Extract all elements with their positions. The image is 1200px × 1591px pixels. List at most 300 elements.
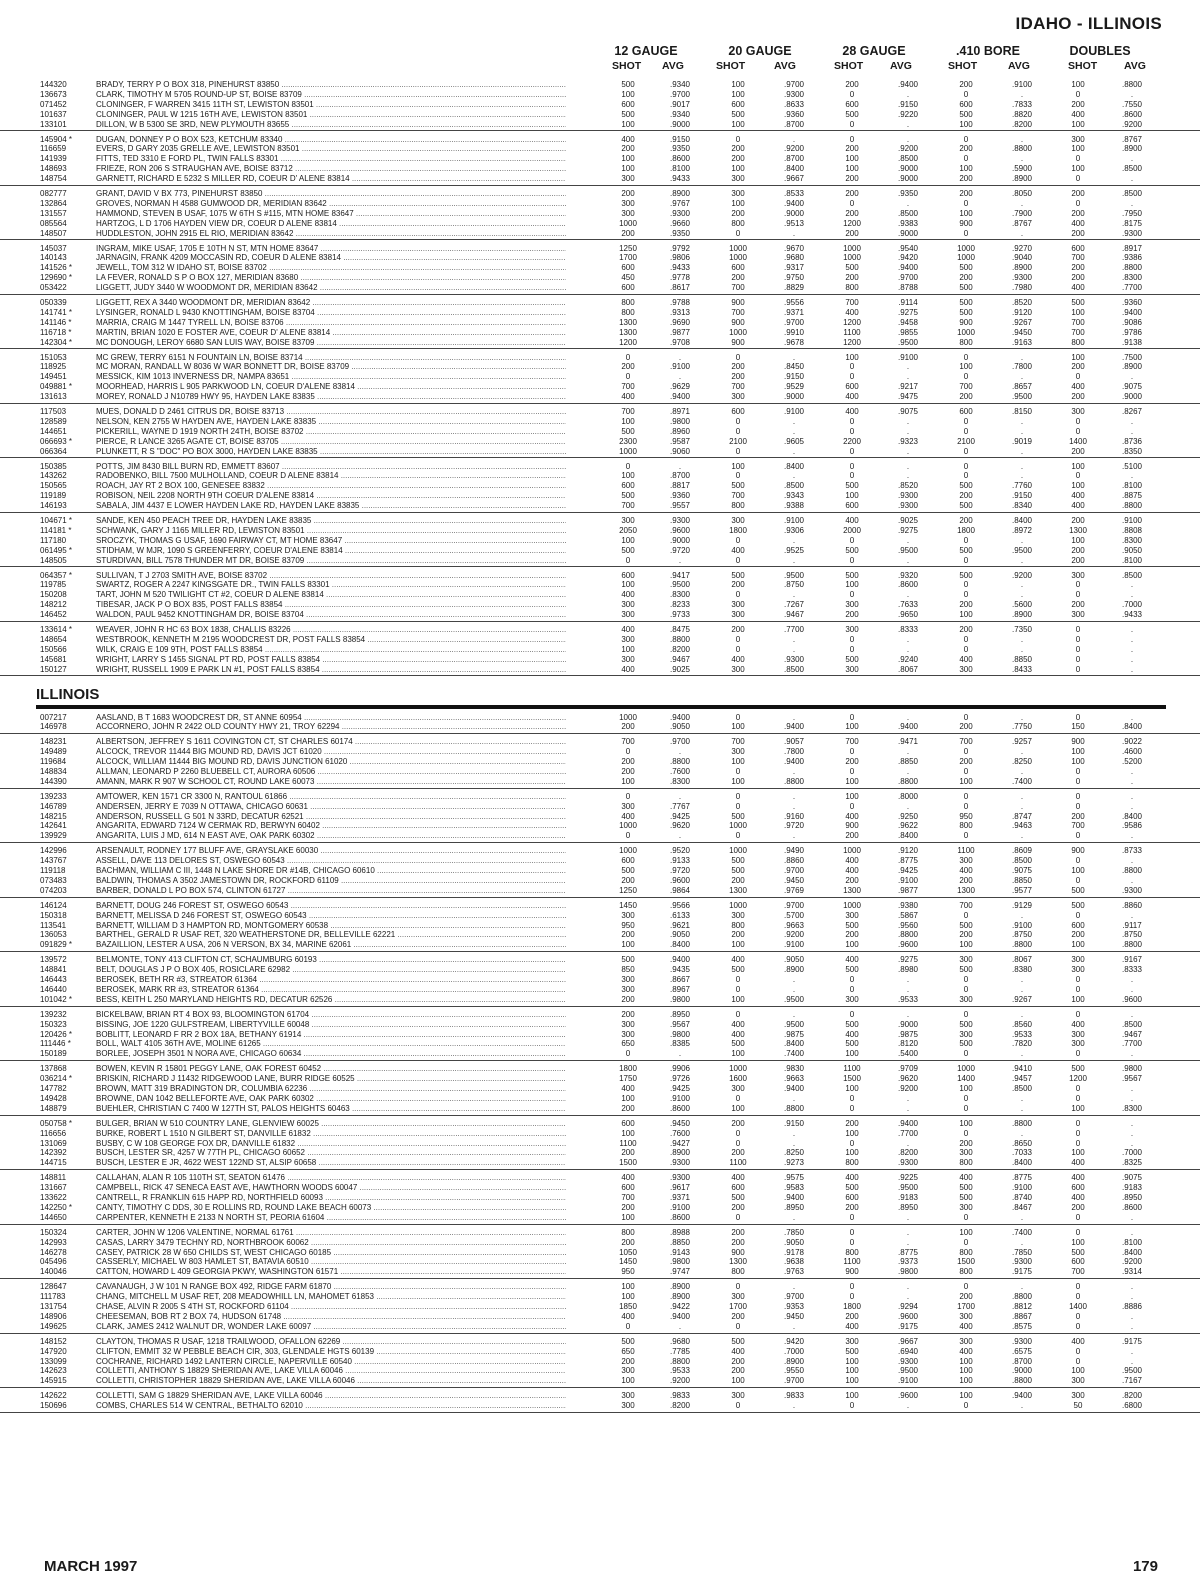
shot-28ga: 2200: [843, 436, 861, 446]
shot-410: 0: [963, 1049, 969, 1059]
avg-12ga: .9660: [669, 218, 691, 228]
shooter-row: [0, 1228, 1200, 1238]
shot-410: 100: [959, 164, 973, 174]
avg-28ga: .9877: [897, 885, 919, 895]
avg-410: .8520: [1011, 298, 1033, 307]
shot-20ga: 500: [731, 1336, 745, 1346]
avg-12ga: .8900: [669, 1292, 691, 1302]
avg-410: .: [1020, 1237, 1024, 1247]
shooter-row: [0, 1213, 1200, 1223]
avg-12ga: .9060: [669, 446, 691, 456]
avg-410: .8500: [1011, 1084, 1033, 1094]
avg-12ga: .9600: [669, 875, 691, 885]
avg-doubles: .: [1130, 776, 1134, 786]
shot-12ga: 0: [625, 352, 631, 362]
shooter-name-address: AMANN, MARK R 907 W SCHOOL CT, ROUND LAKE 60073 .....: [96, 777, 566, 787]
shot-410: 800: [959, 337, 973, 347]
avg-410: .9300: [1011, 1336, 1033, 1346]
avg-28ga: .: [906, 89, 910, 99]
shooter-name-address: DILLON, W B 5300 SE 3RD, NEW PLYMOUTH 83655 .....: [96, 120, 566, 130]
shot-28ga: 0: [849, 975, 855, 985]
shooter-name-address: CANTRELL, R FRANKLIN 615 HAPP RD, NORTHFIELD 60093 .....: [96, 1193, 566, 1203]
shooter-row: [0, 298, 1200, 308]
avg-28ga: .: [906, 198, 910, 208]
avg-410: .7400: [1011, 1227, 1033, 1237]
avg-20ga: .8250: [783, 1148, 805, 1158]
shooter-name-address: CAMPBELL, RICK 47 SENECA EAST AVE, HAWTHORN WOODS 60047 .....: [96, 1183, 566, 1193]
shot-12ga: 200: [621, 144, 635, 154]
shot-28ga: 100: [845, 940, 859, 950]
shot-12ga: 200: [621, 766, 635, 776]
shooter-name-address: LIGGETT, REX A 3440 WOODMONT DR, MERIDIAN 83642 .....: [96, 298, 566, 308]
shot-28ga: 500: [845, 570, 859, 580]
shot-410: 300: [959, 1029, 973, 1039]
avg-410: .9400: [1011, 1391, 1033, 1401]
avg-410: .7980: [1011, 283, 1033, 293]
shooter-name-address: COLLETTI, SAM G 18829 SHERIDAN AVE, LAKE VILLA 60046 .....: [96, 1391, 566, 1401]
shot-28ga: 800: [845, 283, 859, 293]
shooter-row: [0, 1391, 1200, 1401]
avg-doubles: .: [1130, 580, 1134, 590]
shooter-name-address: ALLMAN, LEONARD P 2260 BLUEBELL CT, AURORA 60506 .....: [96, 767, 566, 777]
shot-doubles: 0: [1075, 1227, 1081, 1237]
avg-12ga: .9133: [669, 856, 691, 866]
shot-410: 0: [963, 1103, 969, 1113]
shot-12ga: 700: [621, 382, 635, 392]
shooter-name-address: BICKELBAW, BRIAN RT 4 BOX 93, BLOOMINGTON 61704 .....: [96, 1010, 566, 1020]
shot-12ga: 500: [621, 866, 635, 876]
shooter-row: [0, 437, 1200, 447]
shot-12ga: 0: [625, 791, 631, 801]
shooter-name-address: BEROSEK, BETH RR #3, STREATOR 61364 .....: [96, 975, 566, 985]
avg-28ga: .9275: [897, 525, 919, 535]
shot-28ga: 0: [849, 362, 855, 372]
shot-12ga: 200: [621, 1356, 635, 1366]
avg-20ga: .9057: [783, 737, 805, 747]
shooter-name-address: WESTBROOK, KENNETH M 2195 WOODCREST DR, POST FALLS 83854 .....: [96, 635, 566, 645]
shot-doubles: 0: [1075, 654, 1081, 664]
column-group-header: 20 GAUGE: [728, 44, 792, 58]
shooter-row: [0, 1366, 1200, 1376]
avg-28ga: .9000: [897, 174, 919, 184]
shot-20ga: 0: [735, 1401, 741, 1411]
avg-doubles: .: [1130, 1093, 1134, 1103]
shot-20ga: 800: [731, 218, 745, 228]
shot-410: 300: [959, 1202, 973, 1212]
avg-12ga: .9350: [669, 228, 691, 238]
avg-12ga: .8800: [669, 757, 691, 767]
shot-410: 200: [959, 491, 973, 501]
avg-doubles: .9300: [1121, 885, 1143, 895]
avg-12ga: .9708: [669, 337, 691, 347]
avg-12ga: .9340: [669, 80, 691, 89]
member-number: 148654: [40, 634, 67, 644]
shot-doubles: 150: [1071, 722, 1085, 732]
avg-410: .: [1020, 198, 1024, 208]
avg-doubles: .: [1130, 1009, 1134, 1019]
member-number: 119189: [40, 491, 67, 501]
member-number: 131667: [40, 1183, 67, 1193]
avg-12ga: .8300: [669, 590, 691, 600]
avg-410: .: [1020, 1103, 1024, 1113]
avg-410: .: [1020, 801, 1024, 811]
shot-410: 100: [959, 1084, 973, 1094]
avg-28ga: .9425: [897, 866, 919, 876]
member-number: 146978: [40, 722, 67, 732]
avg-410: .: [1020, 426, 1024, 436]
avg-20ga: .: [792, 352, 796, 362]
avg-28ga: .9220: [897, 109, 919, 119]
avg-20ga: .9605: [783, 436, 805, 446]
shot-12ga: 600: [621, 99, 635, 109]
member-number: 148215: [40, 811, 67, 821]
shot-20ga: 700: [731, 283, 745, 293]
shot-28ga: 900: [845, 1267, 859, 1277]
shooter-name-address: RADOBENKO, BILL 7500 MULHOLLAND, COEUR D ALENE 83814 .....: [96, 471, 566, 481]
member-number: 118925: [40, 362, 67, 372]
shooter-row: [0, 1074, 1200, 1084]
shot-12ga: 650: [621, 1039, 635, 1049]
shot-12ga: 100: [621, 644, 635, 654]
shooter-row: [0, 273, 1200, 283]
shot-doubles: 500: [1071, 900, 1085, 910]
shooter-row: [0, 1010, 1200, 1020]
avg-doubles: .9400: [1121, 307, 1143, 317]
avg-12ga: .9800: [669, 416, 691, 426]
column-group-header: 12 GAUGE: [614, 44, 678, 58]
avg-410: .8500: [1011, 856, 1033, 866]
shot-410: 600: [959, 99, 973, 109]
row-group: [0, 353, 1200, 404]
avg-410: .7833: [1011, 99, 1033, 109]
shooter-row: [0, 1203, 1200, 1213]
shot-410: 0: [963, 1237, 969, 1247]
shooter-row: [0, 462, 1200, 472]
avg-12ga: .9500: [669, 580, 691, 590]
member-number: 007217: [40, 712, 67, 722]
member-number: 150127: [40, 664, 67, 674]
avg-28ga: .9500: [897, 1183, 919, 1193]
shot-12ga: 850: [621, 965, 635, 975]
shooter-row: [0, 1267, 1200, 1277]
shot-doubles: 900: [1071, 846, 1085, 856]
avg-410: .7820: [1011, 1039, 1033, 1049]
avg-410: .9270: [1011, 243, 1033, 253]
avg-doubles: .7167: [1121, 1376, 1143, 1386]
shot-12ga: 200: [621, 189, 635, 198]
shot-28ga: 300: [845, 625, 859, 634]
avg-28ga: .: [906, 134, 910, 144]
shooter-name-address: BORLEE, JOSEPH 3501 N NORA AVE, CHICAGO 60634 .....: [96, 1049, 566, 1059]
member-number: 149451: [40, 372, 67, 382]
avg-410: .8900: [1011, 263, 1033, 273]
avg-28ga: .9373: [897, 1257, 919, 1267]
member-number: 128589: [40, 416, 67, 426]
avg-20ga: .9763: [783, 1267, 805, 1277]
member-number: 148879: [40, 1103, 67, 1113]
shot-20ga: 0: [735, 801, 741, 811]
member-number: 117180: [40, 535, 67, 545]
avg-12ga: .9200: [669, 1376, 691, 1386]
shooter-name-address: PIERCE, R LANCE 3265 AGATE CT, BOISE 83705 .....: [96, 437, 566, 447]
avg-28ga: .8850: [897, 757, 919, 767]
shot-20ga: 900: [731, 1247, 745, 1257]
row-group: [0, 1119, 1200, 1170]
shot-28ga: 0: [849, 1093, 855, 1103]
shooter-row: [0, 120, 1200, 130]
avg-28ga: .: [906, 372, 910, 382]
shooter-name-address: BESS, KEITH L 250 MARYLAND HEIGHTS RD, DECATUR 62526 .....: [96, 995, 566, 1005]
shot-410: 0: [963, 446, 969, 456]
avg-28ga: .8120: [897, 1039, 919, 1049]
shooter-row: [0, 199, 1200, 209]
avg-20ga: .9150: [783, 372, 805, 382]
avg-410: .6575: [1011, 1346, 1033, 1356]
shot-28ga: 400: [845, 955, 859, 965]
shot-410: 0: [963, 910, 969, 920]
shot-20ga: 200: [731, 875, 745, 885]
avg-20ga: .8900: [783, 965, 805, 975]
avg-20ga: .9769: [783, 885, 805, 895]
shot-410: 500: [959, 1193, 973, 1203]
avg-doubles: .: [1130, 625, 1134, 634]
shot-28ga: 600: [845, 382, 859, 392]
shooter-name-address: BARNETT, WILLIAM D 3 HAMPTON RD, MONTGOMERY 60538 .....: [96, 921, 566, 931]
avg-410: .9257: [1011, 737, 1033, 747]
avg-20ga: .7800: [783, 747, 805, 757]
shot-doubles: 0: [1075, 791, 1081, 801]
shot-20ga: 100: [731, 164, 745, 174]
shooter-name-address: GRANT, DAVID V BX 773, PINEHURST 83850 .....: [96, 189, 566, 199]
shooter-row: [0, 1173, 1200, 1183]
row-group: [0, 298, 1200, 349]
avg-410: .9500: [1011, 392, 1033, 402]
shot-410: 0: [963, 1009, 969, 1019]
shot-28ga: 1200: [843, 337, 861, 347]
avg-12ga: .9733: [669, 610, 691, 620]
shot-28ga: 2000: [843, 525, 861, 535]
shot-20ga: 400: [731, 1029, 745, 1039]
avg-20ga: .9050: [783, 1237, 805, 1247]
member-number: 091829 *: [40, 940, 73, 950]
shot-20ga: 700: [731, 491, 745, 501]
avg-20ga: .: [792, 644, 796, 654]
shooter-row: [0, 209, 1200, 219]
member-number: 082777: [40, 189, 67, 198]
shot-12ga: 100: [621, 416, 635, 426]
shot-20ga: 100: [731, 1103, 745, 1113]
shot-28ga: 400: [845, 307, 859, 317]
shot-410: 900: [959, 218, 973, 228]
shot-28ga: 1100: [843, 327, 861, 337]
avg-doubles: .: [1130, 984, 1134, 994]
avg-doubles: .: [1130, 198, 1134, 208]
shot-12ga: 800: [621, 1227, 635, 1237]
shot-410: 0: [963, 134, 969, 144]
avg-12ga: .9778: [669, 273, 691, 283]
avg-28ga: .: [906, 590, 910, 600]
shot-doubles: 200: [1071, 545, 1085, 555]
row-group: [0, 713, 1200, 735]
shot-12ga: 300: [621, 1019, 635, 1029]
avg-410: .9100: [1011, 920, 1033, 930]
shot-28ga: 700: [845, 737, 859, 747]
avg-12ga: .8600: [669, 1212, 691, 1222]
shot-20ga: 300: [731, 747, 745, 757]
avg-20ga: .9500: [783, 994, 805, 1004]
avg-28ga: .: [906, 984, 910, 994]
shot-28ga: 1200: [843, 317, 861, 327]
shot-410: 100: [959, 610, 973, 620]
shot-410: 800: [959, 1158, 973, 1168]
shot-28ga: 400: [845, 1321, 859, 1331]
avg-doubles: .: [1130, 1346, 1134, 1356]
shot-doubles: 300: [1071, 570, 1085, 580]
shot-410: 0: [963, 461, 969, 471]
section-divider: [36, 705, 1166, 709]
shot-410: 0: [963, 426, 969, 436]
avg-doubles: .: [1130, 174, 1134, 184]
avg-doubles: .8500: [1121, 189, 1143, 198]
avg-doubles: .: [1130, 1084, 1134, 1094]
shot-28ga: 1100: [843, 1257, 861, 1267]
avg-20ga: .8700: [783, 119, 805, 129]
shot-doubles: 100: [1071, 1148, 1085, 1158]
shot-doubles: 1400: [1069, 1302, 1087, 1312]
avg-28ga: .9600: [897, 1311, 919, 1321]
shot-12ga: 1750: [619, 1074, 637, 1084]
avg-doubles: .9200: [1121, 119, 1143, 129]
shot-doubles: 0: [1075, 1118, 1081, 1128]
avg-28ga: .: [906, 766, 910, 776]
shot-410: 0: [963, 535, 969, 545]
member-number: 131557: [40, 208, 67, 218]
shot-410: 500: [959, 307, 973, 317]
shot-20ga: 0: [735, 1009, 741, 1019]
shot-12ga: 100: [621, 1128, 635, 1138]
shot-12ga: 100: [621, 1292, 635, 1302]
shooter-row: [0, 1292, 1200, 1302]
shooter-name-address: ANGARITA, EDWARD 7124 W CERMAK RD, BERWYN 60402 .....: [96, 821, 566, 831]
member-number: 148841: [40, 965, 67, 975]
shot-12ga: 300: [621, 634, 635, 644]
shot-28ga: 300: [845, 600, 859, 610]
shot-28ga: 200: [845, 1311, 859, 1321]
shot-doubles: 100: [1071, 940, 1085, 950]
avg-410: .8800: [1011, 144, 1033, 154]
shot-12ga: 300: [621, 208, 635, 218]
row-group: [0, 407, 1200, 458]
shooter-row: [0, 1148, 1200, 1158]
avg-410: .9300: [1011, 1257, 1033, 1267]
shooter-row: [0, 1129, 1200, 1139]
avg-20ga: .9700: [783, 317, 805, 327]
shot-28ga: 200: [845, 610, 859, 620]
avg-20ga: .: [792, 1128, 796, 1138]
shot-410: 500: [959, 1039, 973, 1049]
shot-410: 1000: [957, 243, 975, 253]
shot-doubles: 300: [1071, 1029, 1085, 1039]
avg-410: .: [1020, 535, 1024, 545]
shot-20ga: 300: [731, 189, 745, 198]
shot-28ga: 0: [849, 119, 855, 129]
shot-doubles: 900: [1071, 737, 1085, 747]
avg-410: .9100: [1011, 80, 1033, 89]
avg-410: .8775: [1011, 1173, 1033, 1183]
shot-20ga: 0: [735, 555, 741, 565]
member-number: 148152: [40, 1336, 67, 1346]
row-group: [0, 1064, 1200, 1115]
shot-28ga: 0: [849, 1103, 855, 1113]
shot-410: 200: [959, 144, 973, 154]
avg-doubles: .8400: [1121, 811, 1143, 821]
avg-12ga: .8971: [669, 407, 691, 416]
shot-doubles: 100: [1071, 307, 1085, 317]
shot-12ga: 600: [621, 481, 635, 491]
avg-410: .9450: [1011, 327, 1033, 337]
shot-doubles: 400: [1071, 109, 1085, 119]
shot-410: 300: [959, 1336, 973, 1346]
shot-doubles: 200: [1071, 99, 1085, 109]
avg-410: .8433: [1011, 664, 1033, 674]
shooter-name-address: WEAVER, JOHN R HC 63 BOX 1838, CHALLIS 83226 .....: [96, 625, 566, 635]
row-group: [0, 80, 1200, 131]
shot-28ga: 100: [845, 580, 859, 590]
shot-28ga: 400: [845, 516, 859, 525]
shot-28ga: 400: [845, 866, 859, 876]
shot-doubles: 0: [1075, 776, 1081, 786]
shooter-row: [0, 777, 1200, 787]
avg-20ga: .8500: [783, 664, 805, 674]
shooter-row: [0, 491, 1200, 501]
shot-28ga: 200: [845, 930, 859, 940]
avg-doubles: .8100: [1121, 555, 1143, 565]
member-number: 064357 *: [40, 570, 73, 580]
avg-28ga: .9100: [897, 352, 919, 362]
member-number: 144390: [40, 776, 67, 786]
shot-20ga: 100: [731, 722, 745, 732]
avg-410: .: [1020, 1049, 1024, 1059]
avg-doubles: .9167: [1121, 955, 1143, 965]
shot-12ga: 500: [621, 955, 635, 965]
shot-20ga: 700: [731, 382, 745, 392]
column-sub-header: AVG: [1008, 60, 1030, 72]
shooter-row: [0, 427, 1200, 437]
row-group: [0, 135, 1200, 186]
member-number: 145681: [40, 654, 67, 664]
shooter-row: [0, 876, 1200, 886]
shot-20ga: 0: [735, 1282, 741, 1292]
shooter-row: [0, 1257, 1200, 1267]
shot-12ga: 0: [625, 831, 631, 841]
shot-20ga: 100: [731, 994, 745, 1004]
avg-20ga: .9550: [783, 1366, 805, 1376]
shot-12ga: 100: [621, 940, 635, 950]
shooter-name-address: CASSERLY, MICHAEL W 803 HAMLET ST, BATAVIA 60510 .....: [96, 1257, 566, 1267]
avg-12ga: .9050: [669, 930, 691, 940]
shooter-row: [0, 546, 1200, 556]
avg-doubles: .: [1130, 1138, 1134, 1148]
avg-28ga: .: [906, 634, 910, 644]
row-group: [0, 189, 1200, 240]
avg-410: .7400: [1011, 776, 1033, 786]
member-number: 061495 *: [40, 545, 73, 555]
member-number: 050758 *: [40, 1118, 73, 1128]
avg-20ga: .9525: [783, 545, 805, 555]
avg-28ga: .9475: [897, 392, 919, 402]
shot-410: 0: [963, 634, 969, 644]
shot-12ga: 100: [621, 89, 635, 99]
